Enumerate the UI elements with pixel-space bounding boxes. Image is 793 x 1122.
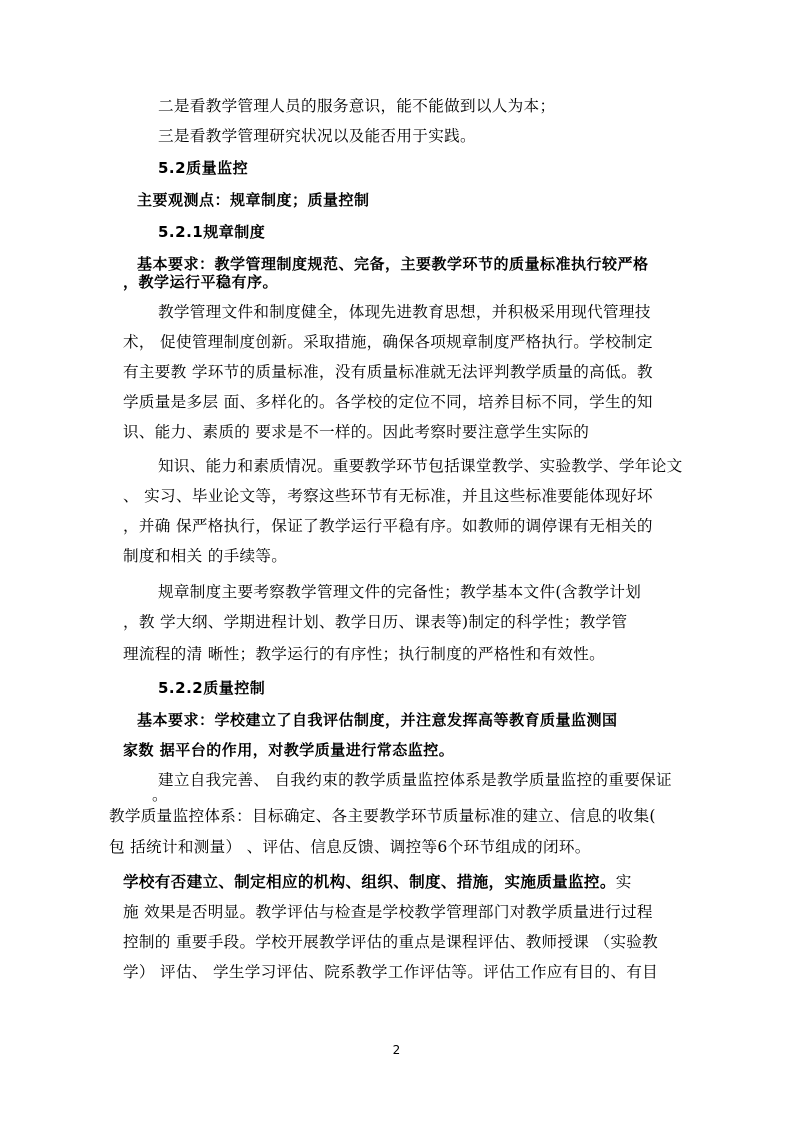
text-line: 知识、能力和素质情况。重要教学环节包括课堂教学、实验教学、学年论文 [158,457,683,475]
text-line: 控制的 重要手段。学校开展教学评估的重点是课程评估、教师授课 （实验教 [123,933,659,951]
text-line: 建立自我完善、 自我约束的教学质量监控体系是教学质量监控的重要保证 [158,771,672,789]
text-line: 施 效果是否明显。教学评估与检查是学校教学管理部门对教学质量进行过程 [123,903,653,921]
page-number: 2 [392,1043,401,1057]
text-line: 理流程的清 晰性；教学运行的有序性；执行制度的严格性和有效性。 [123,645,606,663]
text-line: 、 实习、毕业论文等，考察这些环节有无标准，并且这些标准要能体现好坏 [123,487,653,505]
text-line: 教学管理文件和制度健全，体现先进教育思想，并积极采用现代管理技 [158,303,651,321]
text-line: 制度和相关 的手续等。 [123,547,288,565]
basic-requirement-text: ，教学运行平稳有序。 [123,273,279,291]
text-line-tail: 实 [615,873,632,891]
text-line: 教学质量监控体系：目标确定、各主要教学环节质量标准的建立、信息的收集( [109,807,656,825]
text-line: 有主要教 学环节的质量标准，没有质量标准就无法评判教学质量的高低。教 [123,363,653,381]
subsection-heading: 5.2.1规章制度 [158,223,266,241]
text-line: 识、能力、素质的 要求是不一样的。因此考察时要注意学生实际的 [123,423,590,441]
text-line: 包 括统计和测量） 、评估、信息反馈、调控等6个环节组成的闭环。 [109,838,591,856]
text-line [123,872,632,892]
text-line: 学） 评估、 学生学习评估、院系教学工作评估等。评估工作应有目的、有目 [123,963,659,981]
observation-points-heading: 主要观测点：规章制度；质量控制 [137,191,370,209]
section-heading: 5.2质量监控 [158,159,249,177]
basic-requirement-text: 家数 据平台的作用，对教学质量进行常态监控。 [123,741,455,759]
text-line: 三是看教学管理研究状况以及能否用于实践。 [158,127,476,145]
basic-requirement-text: 基本要求：教学管理制度规范、完备，主要教学环节的质量标准执行较严格 [137,255,649,273]
text-line: 术， 促使管理制度创新。采取措施，确保各项规章制度严格执行。学校制定 [123,333,653,351]
text-line: 。 [152,786,168,804]
text-line: ，并确 保严格执行，保证了教学运行平稳有序。如教师的调停课有无相关的 [123,517,653,535]
text-line: 二是看教学管理人员的服务意识，能不能做到以人为本； [158,97,556,115]
text-line: ，教 学大纲、学期进程计划、教学日历、课表等)制定的科学性；教学管 [123,613,628,631]
bold-lead-text: 学校有否建立、制定相应的机构、组织、制度、措施，实施质量监控。 [123,873,616,891]
text-line: 规章制度主要考察教学管理文件的完备性；教学基本文件(含教学计划 [158,583,642,601]
text-line: 学质量是多层 面、多样化的。各学校的定位不同，培养目标不同，学生的知 [123,393,653,411]
subsection-heading: 5.2.2质量控制 [158,679,266,697]
basic-requirement-text: 基本要求：学校建立了自我评估制度，并注意发挥高等教育质量监测国 [137,711,618,729]
